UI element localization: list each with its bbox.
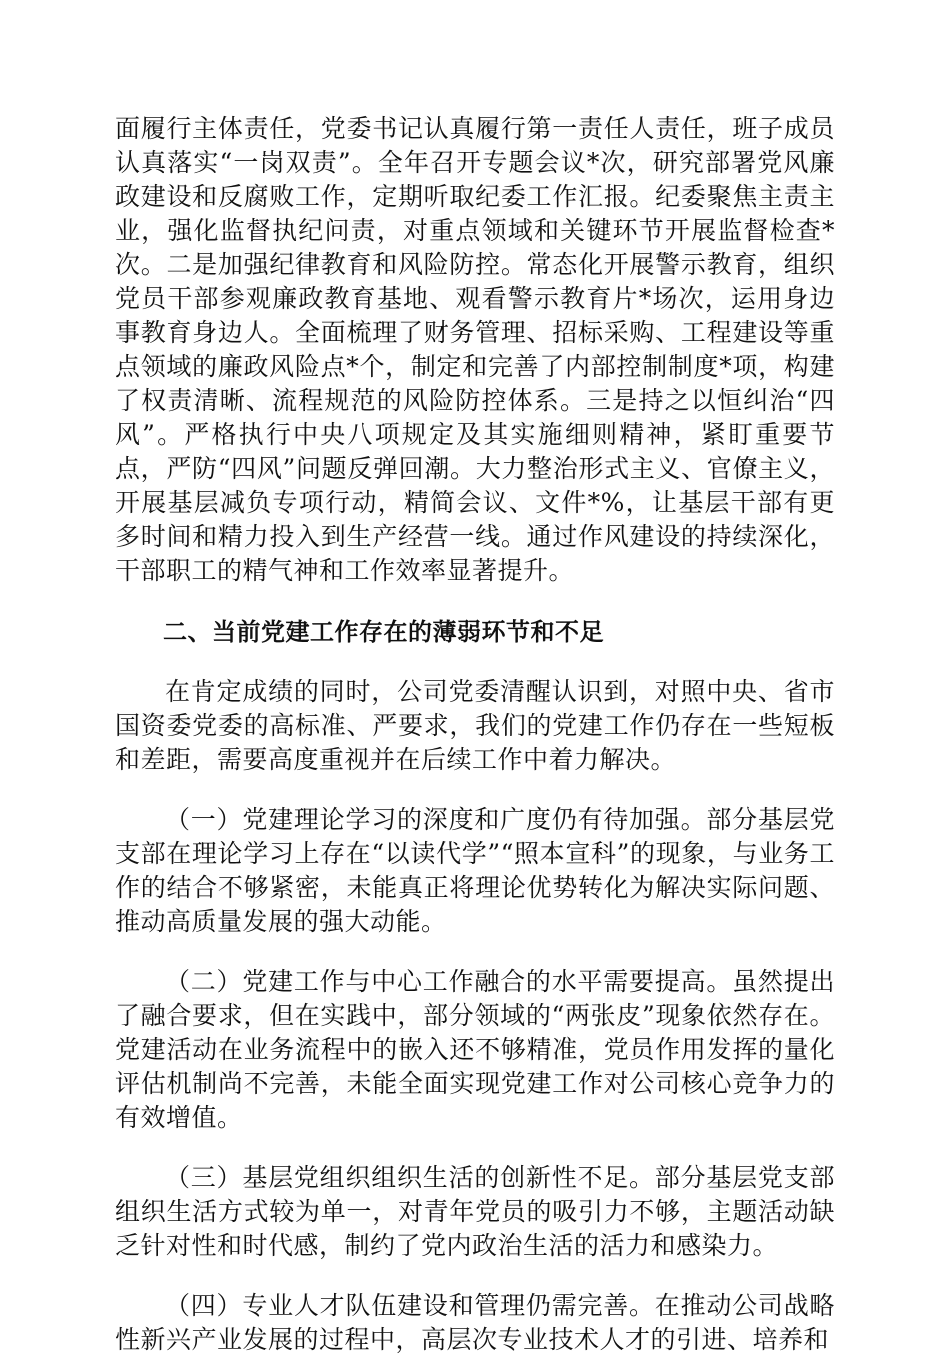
body-paragraph-intro: 在肯定成绩的同时，公司党委清醒认识到，对照中央、省市国资委党委的高标准、严要求，我们的党建工作仍存在一些短板和差距，需要高度重视并在后续工作中着力解决。 [115, 677, 835, 774]
body-paragraph-continuation: 面履行主体责任，党委书记认真履行第一责任人责任，班子成员认真落实“一岗双责”。全年召开专题会议*次，研究部署党风廉政建设和反腐败工作，定期听取纪委工作汇报。纪委聚焦主责主业，强化监督执纪问责，对重点领域和关键环节开展监督检查*次。二是加强纪律教育和风险防控。常态化开展警示教育，组织党员干部参观廉政教育基地、观看警示教育片*场次，运用身边事教育身边人。全面梳理了财务管理、招标采购、工程建设等重点领域的廉政风险点*个，制定和完善了内部控制制度*项，构建了权责清晰、流程规范的风险防控体系。三是持之以恒纠治“四风”。严格执行中央八项规定及其实施细则精神，紧盯重要节点，严防“四风”问题反弹回潮。大力整治形式主义、官僚主义，开展基层减负专项行动，精简会议、文件*%，让基层干部有更多时间和精力投入到生产经营一线。通过作风建设的持续深化，干部职工的精气神和工作效率显著提升。 [115, 114, 835, 585]
body-paragraph-item-3: （三）基层党组织组织生活的创新性不足。部分基层党支部组织生活方式较为单一，对青年党员的吸引力不够，主题活动缺乏针对性和时代感，制约了党内政治生活的活力和感染力。 [115, 1163, 835, 1260]
section-heading-2: 二、当前党建工作存在的薄弱环节和不足 [163, 618, 604, 646]
document-page [115, 112, 835, 1357]
body-paragraph-item-1: （一）党建理论学习的深度和广度仍有待加强。部分基层党支部在理论学习上存在“以读代学”“照本宣科”的现象，与业务工作的结合不够紧密，未能真正将理论优势转化为解决实际问题、推动高质量发展的强大动能。 [115, 805, 835, 936]
body-paragraph-item-2: （二）党建工作与中心工作融合的水平需要提高。虽然提出了融合要求，但在实践中，部分领域的“两张皮”现象依然存在。党建活动在业务流程中的嵌入还不够精准，党员作用发挥的量化评估机制尚不完善，未能全面实现党建工作对公司核心竞争力的有效增值。 [115, 967, 835, 1132]
body-paragraph-item-4: （四）专业人才队伍建设和管理仍需完善。在推动公司战略性新兴产业发展的过程中，高层次专业技术人才的引进、培养和 [115, 1291, 835, 1354]
